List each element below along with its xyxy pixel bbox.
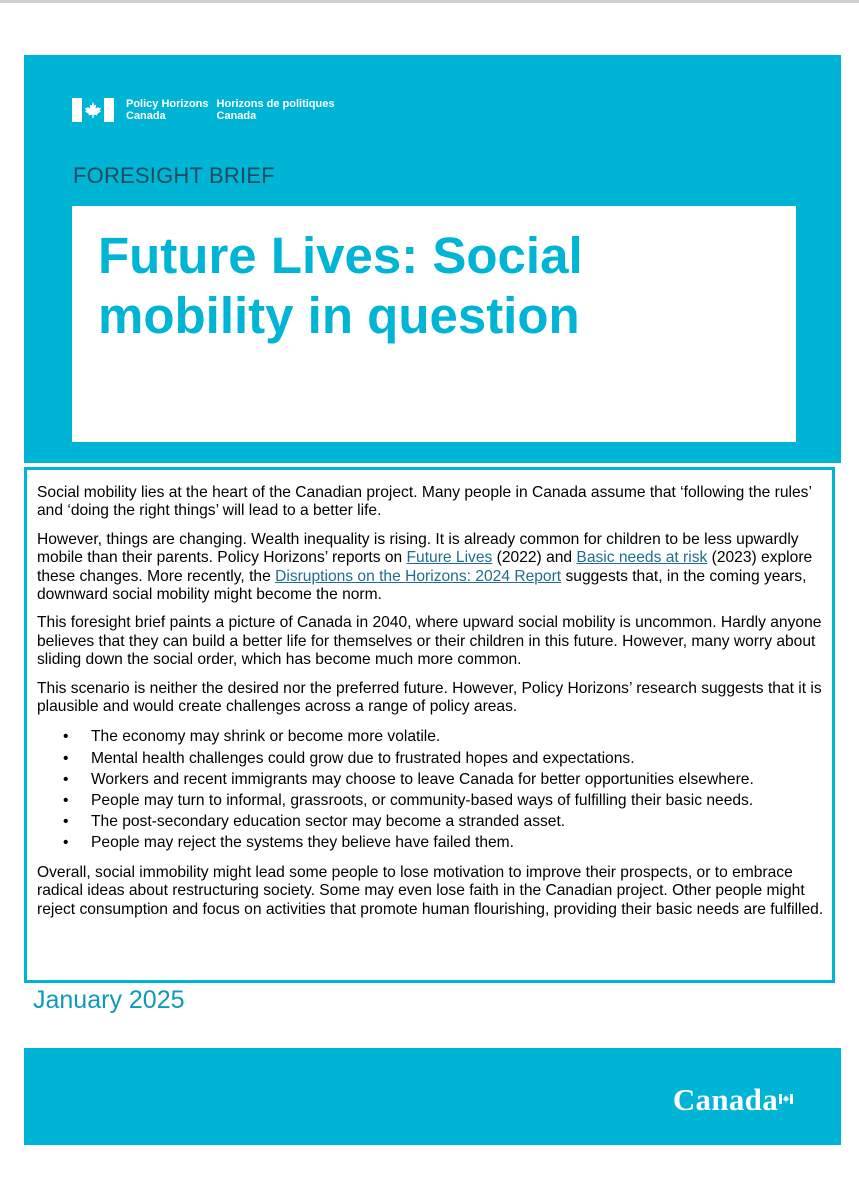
list-item: • The post-secondary education sector may become a stranded asset. xyxy=(37,811,829,832)
summary-paragraph-4: This scenario is neither the desired nor the preferred future. However, Policy Horizons’ research suggests that it is plausible and would create challenges across a range of policy areas. xyxy=(37,679,822,716)
summary-paragraph-5: Overall, social immobility might lead some people to lose motivation to improve their prospects, or to embrace radical ideas about restructuring society. Some may even lose faith in the Canadian project. Other people might reject consumption and focus on activities that promote human flourishing, providing their basic needs are fulfilled. xyxy=(37,863,824,918)
logo-text-fr: Horizons de politiques Canada xyxy=(216,98,335,122)
list-item: • The economy may shrink or become more volatile. xyxy=(37,726,829,747)
summary-paragraph-2: However, things are changing. Wealth inequality is rising. It is already common for children to be less upwardly mobile than their parents. Policy Horizons’ reports on Future Lives (2022) and Basic needs at risk (2023) explore these changes. More recently, the Disruptions on the Horizons: 2024 Report suggests that, in the coming years, downward social mobility might become the norm. xyxy=(37,530,813,604)
future-lives-link[interactable]: Future Lives xyxy=(406,549,493,567)
list-item: • People may turn to informal, grassroots, or community-based ways of fulfilling their basic needs. xyxy=(37,790,829,811)
disruptions-report-link[interactable]: Disruptions on the Horizons: 2024 Report xyxy=(275,567,562,585)
title-box xyxy=(72,206,796,442)
policy-horizons-logo xyxy=(72,95,342,125)
top-rule xyxy=(0,0,859,3)
cover-header xyxy=(24,55,841,463)
canada-wordmark-flag-icon xyxy=(779,1076,793,1112)
publication-date: January 2025 xyxy=(33,986,185,1014)
logo-text-en: Policy Horizons Canada xyxy=(126,98,209,122)
canada-flag-icon xyxy=(72,98,114,122)
document-type-label: FORESIGHT BRIEF xyxy=(73,163,275,188)
cover-footer xyxy=(24,1048,841,1145)
summary-box xyxy=(24,467,835,983)
basic-needs-at-risk-link[interactable]: Basic needs at risk xyxy=(576,549,708,567)
challenges-list xyxy=(37,726,829,853)
canada-wordmark: Canada xyxy=(673,1082,793,1118)
list-item: • Mental health challenges could grow due to frustrated hopes and expectations. xyxy=(37,748,829,769)
summary-paragraph-1: Social mobility lies at the heart of the Canadian project. Many people in Canada assume that ‘following the rules’ and ‘doing the right things’ will lead to a better life. xyxy=(37,484,812,520)
summary-paragraph-3: This foresight brief paints a picture of Canada in 2040, where upward social mobility is uncommon. Hardly anyone believes that they can build a better life for themselves or their children in this future. However, many worry about sliding down the social order, which has become much more common. xyxy=(37,614,822,669)
list-item: • Workers and recent immigrants may choose to leave Canada for better opportunities elsewhere. xyxy=(37,769,829,790)
document-title: Future Lives: Social mobility in question xyxy=(98,227,583,344)
list-item: • People may reject the systems they believe have failed them. xyxy=(37,832,829,853)
